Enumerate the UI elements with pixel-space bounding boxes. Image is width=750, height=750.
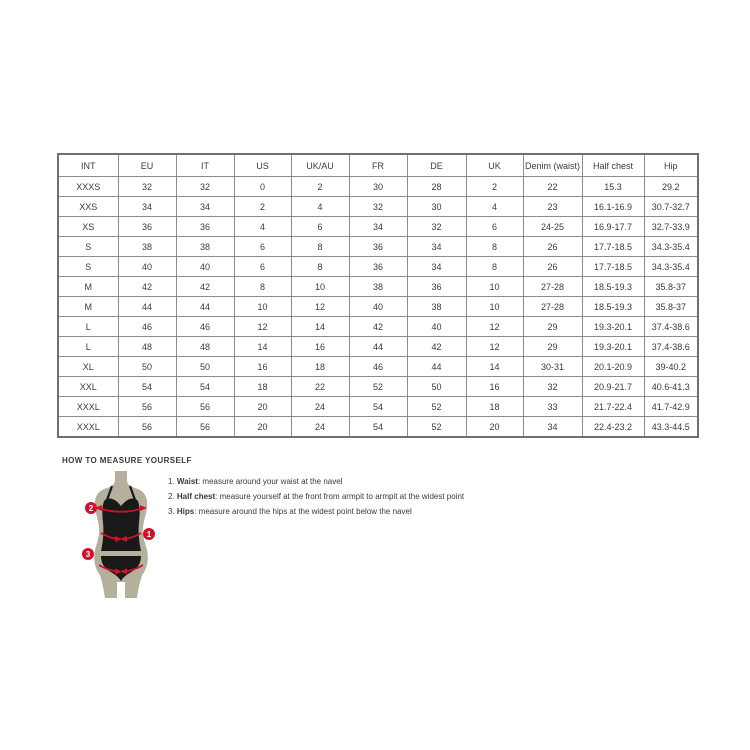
measure-instruction bbox=[168, 474, 498, 489]
table-cell: 29 bbox=[523, 337, 582, 357]
hips-marker-badge bbox=[82, 548, 94, 560]
table-row bbox=[58, 237, 698, 257]
table-cell: 18 bbox=[291, 357, 349, 377]
table-cell: 6 bbox=[291, 217, 349, 237]
table-cell: 16 bbox=[234, 357, 291, 377]
table-cell: 12 bbox=[466, 317, 523, 337]
table-cell: 6 bbox=[234, 237, 291, 257]
table-cell: 2 bbox=[234, 197, 291, 217]
instruction-text: : measure around the hips at the widest point below the navel bbox=[194, 507, 412, 516]
table-cell: 52 bbox=[349, 377, 407, 397]
table-cell: 40 bbox=[349, 297, 407, 317]
table-cell: 38 bbox=[349, 277, 407, 297]
table-cell: 37.4-38.6 bbox=[644, 337, 698, 357]
table-cell: 29.2 bbox=[644, 177, 698, 197]
table-cell: 36 bbox=[118, 217, 176, 237]
table-cell: 33 bbox=[523, 397, 582, 417]
table-cell: 36 bbox=[407, 277, 466, 297]
camisole bbox=[101, 498, 141, 551]
measure-instruction bbox=[168, 489, 498, 504]
table-row bbox=[58, 177, 698, 197]
table-cell: 18.5-19.3 bbox=[582, 277, 644, 297]
table-cell: 8 bbox=[234, 277, 291, 297]
table-row bbox=[58, 297, 698, 317]
table-cell: 34 bbox=[407, 237, 466, 257]
measure-heading: HOW TO MEASURE YOURSELF bbox=[62, 456, 192, 465]
table-cell: 44 bbox=[349, 337, 407, 357]
table-cell: 10 bbox=[466, 297, 523, 317]
table-cell: 10 bbox=[234, 297, 291, 317]
table-cell: 34 bbox=[523, 417, 582, 438]
measure-instructions bbox=[168, 474, 498, 519]
table-cell: 30 bbox=[349, 177, 407, 197]
measurement-mannequin-icon bbox=[72, 470, 172, 604]
chest-marker-badge bbox=[85, 502, 97, 514]
chest-marker-label: 2 bbox=[88, 504, 94, 513]
table-cell: 56 bbox=[118, 417, 176, 438]
table-cell: 50 bbox=[118, 357, 176, 377]
table-cell: 34 bbox=[407, 257, 466, 277]
instruction-number: 1. bbox=[168, 477, 177, 486]
table-cell: 24 bbox=[291, 417, 349, 438]
table-cell: 16 bbox=[466, 377, 523, 397]
table-cell: 12 bbox=[234, 317, 291, 337]
table-row bbox=[58, 277, 698, 297]
table-cell: XXXL bbox=[58, 417, 118, 438]
table-cell: 34.3-35.4 bbox=[644, 237, 698, 257]
instruction-number: 3. bbox=[168, 507, 177, 516]
table-cell: 36 bbox=[349, 237, 407, 257]
table-cell: 17.7-18.5 bbox=[582, 257, 644, 277]
table-cell: 52 bbox=[407, 397, 466, 417]
table-cell: 15.3 bbox=[582, 177, 644, 197]
table-row bbox=[58, 357, 698, 377]
table-cell: 43.3-44.5 bbox=[644, 417, 698, 438]
table-cell: XXS bbox=[58, 197, 118, 217]
column-header: IT bbox=[176, 154, 234, 177]
instruction-number: 2. bbox=[168, 492, 177, 501]
column-header: EU bbox=[118, 154, 176, 177]
instruction-text: : measure yourself at the front from armpit to armpit at the widest point bbox=[215, 492, 465, 501]
table-row bbox=[58, 257, 698, 277]
table-row bbox=[58, 337, 698, 357]
table-cell: 40 bbox=[118, 257, 176, 277]
table-cell: 29 bbox=[523, 317, 582, 337]
table-cell: 28 bbox=[407, 177, 466, 197]
table-cell: 46 bbox=[118, 317, 176, 337]
table-cell: M bbox=[58, 277, 118, 297]
instruction-term: Waist bbox=[176, 477, 198, 486]
table-cell: 8 bbox=[291, 257, 349, 277]
table-cell: 39-40.2 bbox=[644, 357, 698, 377]
table-cell: 41.7-42.9 bbox=[644, 397, 698, 417]
table-cell: S bbox=[58, 257, 118, 277]
table-cell: 34 bbox=[118, 197, 176, 217]
column-header: Denim (waist) bbox=[523, 154, 582, 177]
table-cell: 20 bbox=[466, 417, 523, 438]
table-cell: 12 bbox=[466, 337, 523, 357]
table-cell: 46 bbox=[176, 317, 234, 337]
column-header: Hip bbox=[644, 154, 698, 177]
table-row bbox=[58, 317, 698, 337]
table-cell: 2 bbox=[291, 177, 349, 197]
table-cell: M bbox=[58, 297, 118, 317]
size-chart-table bbox=[57, 153, 699, 438]
table-cell: 32 bbox=[118, 177, 176, 197]
table-cell: 19.3-20.1 bbox=[582, 317, 644, 337]
table-cell: 6 bbox=[234, 257, 291, 277]
table-cell: 37.4-38.6 bbox=[644, 317, 698, 337]
table-cell: 18.5-19.3 bbox=[582, 297, 644, 317]
table-cell: 54 bbox=[176, 377, 234, 397]
measure-instruction bbox=[168, 504, 498, 519]
table-cell: 50 bbox=[407, 377, 466, 397]
table-row bbox=[58, 397, 698, 417]
table-cell: 22 bbox=[523, 177, 582, 197]
table-cell: 30.7-32.7 bbox=[644, 197, 698, 217]
table-cell: XXXS bbox=[58, 177, 118, 197]
column-header: FR bbox=[349, 154, 407, 177]
table-cell: 14 bbox=[291, 317, 349, 337]
table-cell: 23 bbox=[523, 197, 582, 217]
waist-marker-label: 1 bbox=[146, 530, 152, 539]
table-cell: 12 bbox=[291, 297, 349, 317]
table-cell: 35.8-37 bbox=[644, 277, 698, 297]
instruction-term: Hips bbox=[176, 507, 195, 516]
table-cell: 35.8-37 bbox=[644, 297, 698, 317]
table-cell: 54 bbox=[349, 397, 407, 417]
table-cell: XXL bbox=[58, 377, 118, 397]
table-row bbox=[58, 197, 698, 217]
table-cell: 8 bbox=[466, 257, 523, 277]
instruction-text: : measure around your waist at the navel bbox=[197, 477, 343, 486]
table-cell: 4 bbox=[291, 197, 349, 217]
table-cell: 48 bbox=[176, 337, 234, 357]
table-cell: 32.7-33.9 bbox=[644, 217, 698, 237]
table-cell: 56 bbox=[118, 397, 176, 417]
table-cell: 24 bbox=[291, 397, 349, 417]
table-cell: 44 bbox=[176, 297, 234, 317]
table-cell: 22 bbox=[291, 377, 349, 397]
table-cell: 16 bbox=[291, 337, 349, 357]
table-cell: 10 bbox=[466, 277, 523, 297]
table-cell: 26 bbox=[523, 257, 582, 277]
table-cell: 24-25 bbox=[523, 217, 582, 237]
table-cell: 27-28 bbox=[523, 297, 582, 317]
table-cell: 48 bbox=[118, 337, 176, 357]
table-cell: 2 bbox=[466, 177, 523, 197]
table-cell: 20.9-21.7 bbox=[582, 377, 644, 397]
table-cell: 21.7-22.4 bbox=[582, 397, 644, 417]
waist-marker-badge bbox=[143, 528, 155, 540]
table-cell: 40 bbox=[176, 257, 234, 277]
table-cell: 38 bbox=[407, 297, 466, 317]
instruction-term: Half chest bbox=[176, 492, 216, 501]
table-cell: 38 bbox=[118, 237, 176, 257]
table-cell: 34 bbox=[349, 217, 407, 237]
table-cell: 16.9-17.7 bbox=[582, 217, 644, 237]
table-cell: 32 bbox=[176, 177, 234, 197]
table-cell: 18 bbox=[466, 397, 523, 417]
column-header: Half chest bbox=[582, 154, 644, 177]
table-cell: 56 bbox=[176, 417, 234, 438]
table-row bbox=[58, 377, 698, 397]
column-header: DE bbox=[407, 154, 466, 177]
table-row bbox=[58, 217, 698, 237]
table-cell: 38 bbox=[176, 237, 234, 257]
table-cell: 8 bbox=[291, 237, 349, 257]
table-cell: 42 bbox=[407, 337, 466, 357]
table-cell: 19.3-20.1 bbox=[582, 337, 644, 357]
table-cell: 32 bbox=[407, 217, 466, 237]
table-cell: 36 bbox=[349, 257, 407, 277]
table-row bbox=[58, 417, 698, 438]
table-cell: XXXL bbox=[58, 397, 118, 417]
table-cell: XS bbox=[58, 217, 118, 237]
table-cell: 34 bbox=[176, 197, 234, 217]
table-cell: 30 bbox=[407, 197, 466, 217]
table-cell: 40.6-41.3 bbox=[644, 377, 698, 397]
table-cell: 4 bbox=[466, 197, 523, 217]
table-cell: 4 bbox=[234, 217, 291, 237]
table-cell: 27-28 bbox=[523, 277, 582, 297]
table-cell: 34.3-35.4 bbox=[644, 257, 698, 277]
table-cell: 42 bbox=[176, 277, 234, 297]
table-cell: 32 bbox=[523, 377, 582, 397]
table-cell: L bbox=[58, 337, 118, 357]
table-cell: 54 bbox=[118, 377, 176, 397]
table-cell: L bbox=[58, 317, 118, 337]
table-cell: 20 bbox=[234, 397, 291, 417]
table-cell: 8 bbox=[466, 237, 523, 257]
table-cell: 30-31 bbox=[523, 357, 582, 377]
header-row bbox=[58, 154, 698, 177]
table-cell: 54 bbox=[349, 417, 407, 438]
column-header: US bbox=[234, 154, 291, 177]
table-cell: XL bbox=[58, 357, 118, 377]
table-cell: 18 bbox=[234, 377, 291, 397]
table-cell: 56 bbox=[176, 397, 234, 417]
column-header: UK/AU bbox=[291, 154, 349, 177]
table-cell: 14 bbox=[466, 357, 523, 377]
column-header: UK bbox=[466, 154, 523, 177]
table-cell: S bbox=[58, 237, 118, 257]
table-cell: 40 bbox=[407, 317, 466, 337]
table-cell: 6 bbox=[466, 217, 523, 237]
table-cell: 42 bbox=[349, 317, 407, 337]
table-cell: 42 bbox=[118, 277, 176, 297]
table-cell: 20.1-20.9 bbox=[582, 357, 644, 377]
table-cell: 16.1-16.9 bbox=[582, 197, 644, 217]
table-cell: 44 bbox=[118, 297, 176, 317]
table-cell: 14 bbox=[234, 337, 291, 357]
table-cell: 50 bbox=[176, 357, 234, 377]
table-cell: 32 bbox=[349, 197, 407, 217]
table-cell: 22.4-23.2 bbox=[582, 417, 644, 438]
hips-marker-label: 3 bbox=[85, 550, 91, 559]
table-cell: 10 bbox=[291, 277, 349, 297]
table-cell: 36 bbox=[176, 217, 234, 237]
table-cell: 46 bbox=[349, 357, 407, 377]
table-cell: 0 bbox=[234, 177, 291, 197]
table-cell: 52 bbox=[407, 417, 466, 438]
column-header: INT bbox=[58, 154, 118, 177]
table-cell: 44 bbox=[407, 357, 466, 377]
table-cell: 20 bbox=[234, 417, 291, 438]
table-cell: 26 bbox=[523, 237, 582, 257]
table-cell: 17.7-18.5 bbox=[582, 237, 644, 257]
